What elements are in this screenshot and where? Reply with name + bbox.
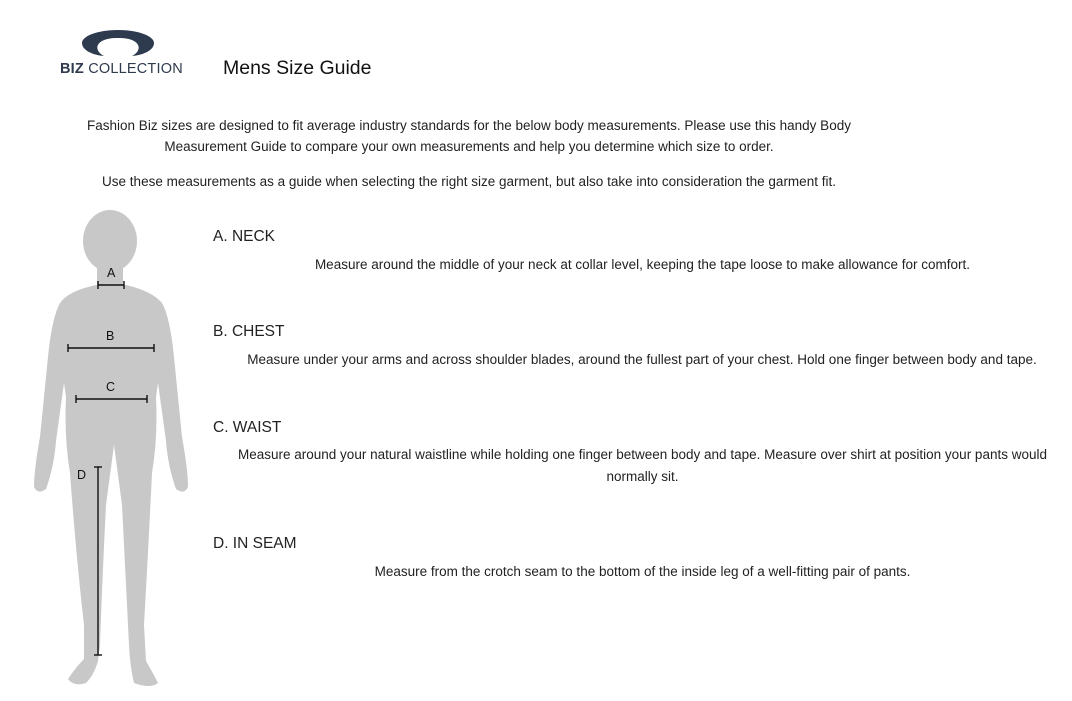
brand-name-bold: BIZ xyxy=(60,61,84,77)
fit-note: Use these measurements as a guide when selecting the right size garment, but also take into consideration the garment fit. xyxy=(102,174,836,189)
label-b: B xyxy=(106,329,115,343)
intro-paragraph: Fashion Biz sizes are designed to fit average industry standards for the below body measurements. Please use this handy Body Measurement Guide to compare your own measurements and help you determine which size to order. xyxy=(87,118,851,154)
inseam-heading: D. IN SEAM xyxy=(213,535,297,552)
waist-description: Measure around your natural waistline while holding one finger between body and tape. Measure over shirt at position your pants would normally sit. xyxy=(238,447,1047,484)
brand-logo xyxy=(58,28,188,80)
body-silhouette xyxy=(34,210,188,686)
label-d: D xyxy=(77,468,87,482)
page-title: Mens Size Guide xyxy=(223,57,372,79)
brand-name-light: COLLECTION xyxy=(88,61,183,77)
logo-swoosh-icon xyxy=(80,28,156,58)
waist-heading: C. WAIST xyxy=(213,419,282,436)
label-c: C xyxy=(106,380,116,394)
neck-heading: A. NECK xyxy=(213,228,276,245)
label-a: A xyxy=(107,266,116,280)
body-measurement-figure xyxy=(30,205,195,700)
neck-description: Measure around the middle of your neck at collar level, keeping the tape loose to make allowance for comfort. xyxy=(314,257,971,272)
inseam-description: Measure from the crotch seam to the bottom of the inside leg of a well-fitting pair of pants. xyxy=(374,564,911,579)
brand-wordmark xyxy=(60,61,183,77)
chest-description: Measure under your arms and across shoulder blades, around the fullest part of your chest. Hold one finger between body and tape. xyxy=(247,352,1037,367)
chest-heading: B. CHEST xyxy=(213,323,285,340)
